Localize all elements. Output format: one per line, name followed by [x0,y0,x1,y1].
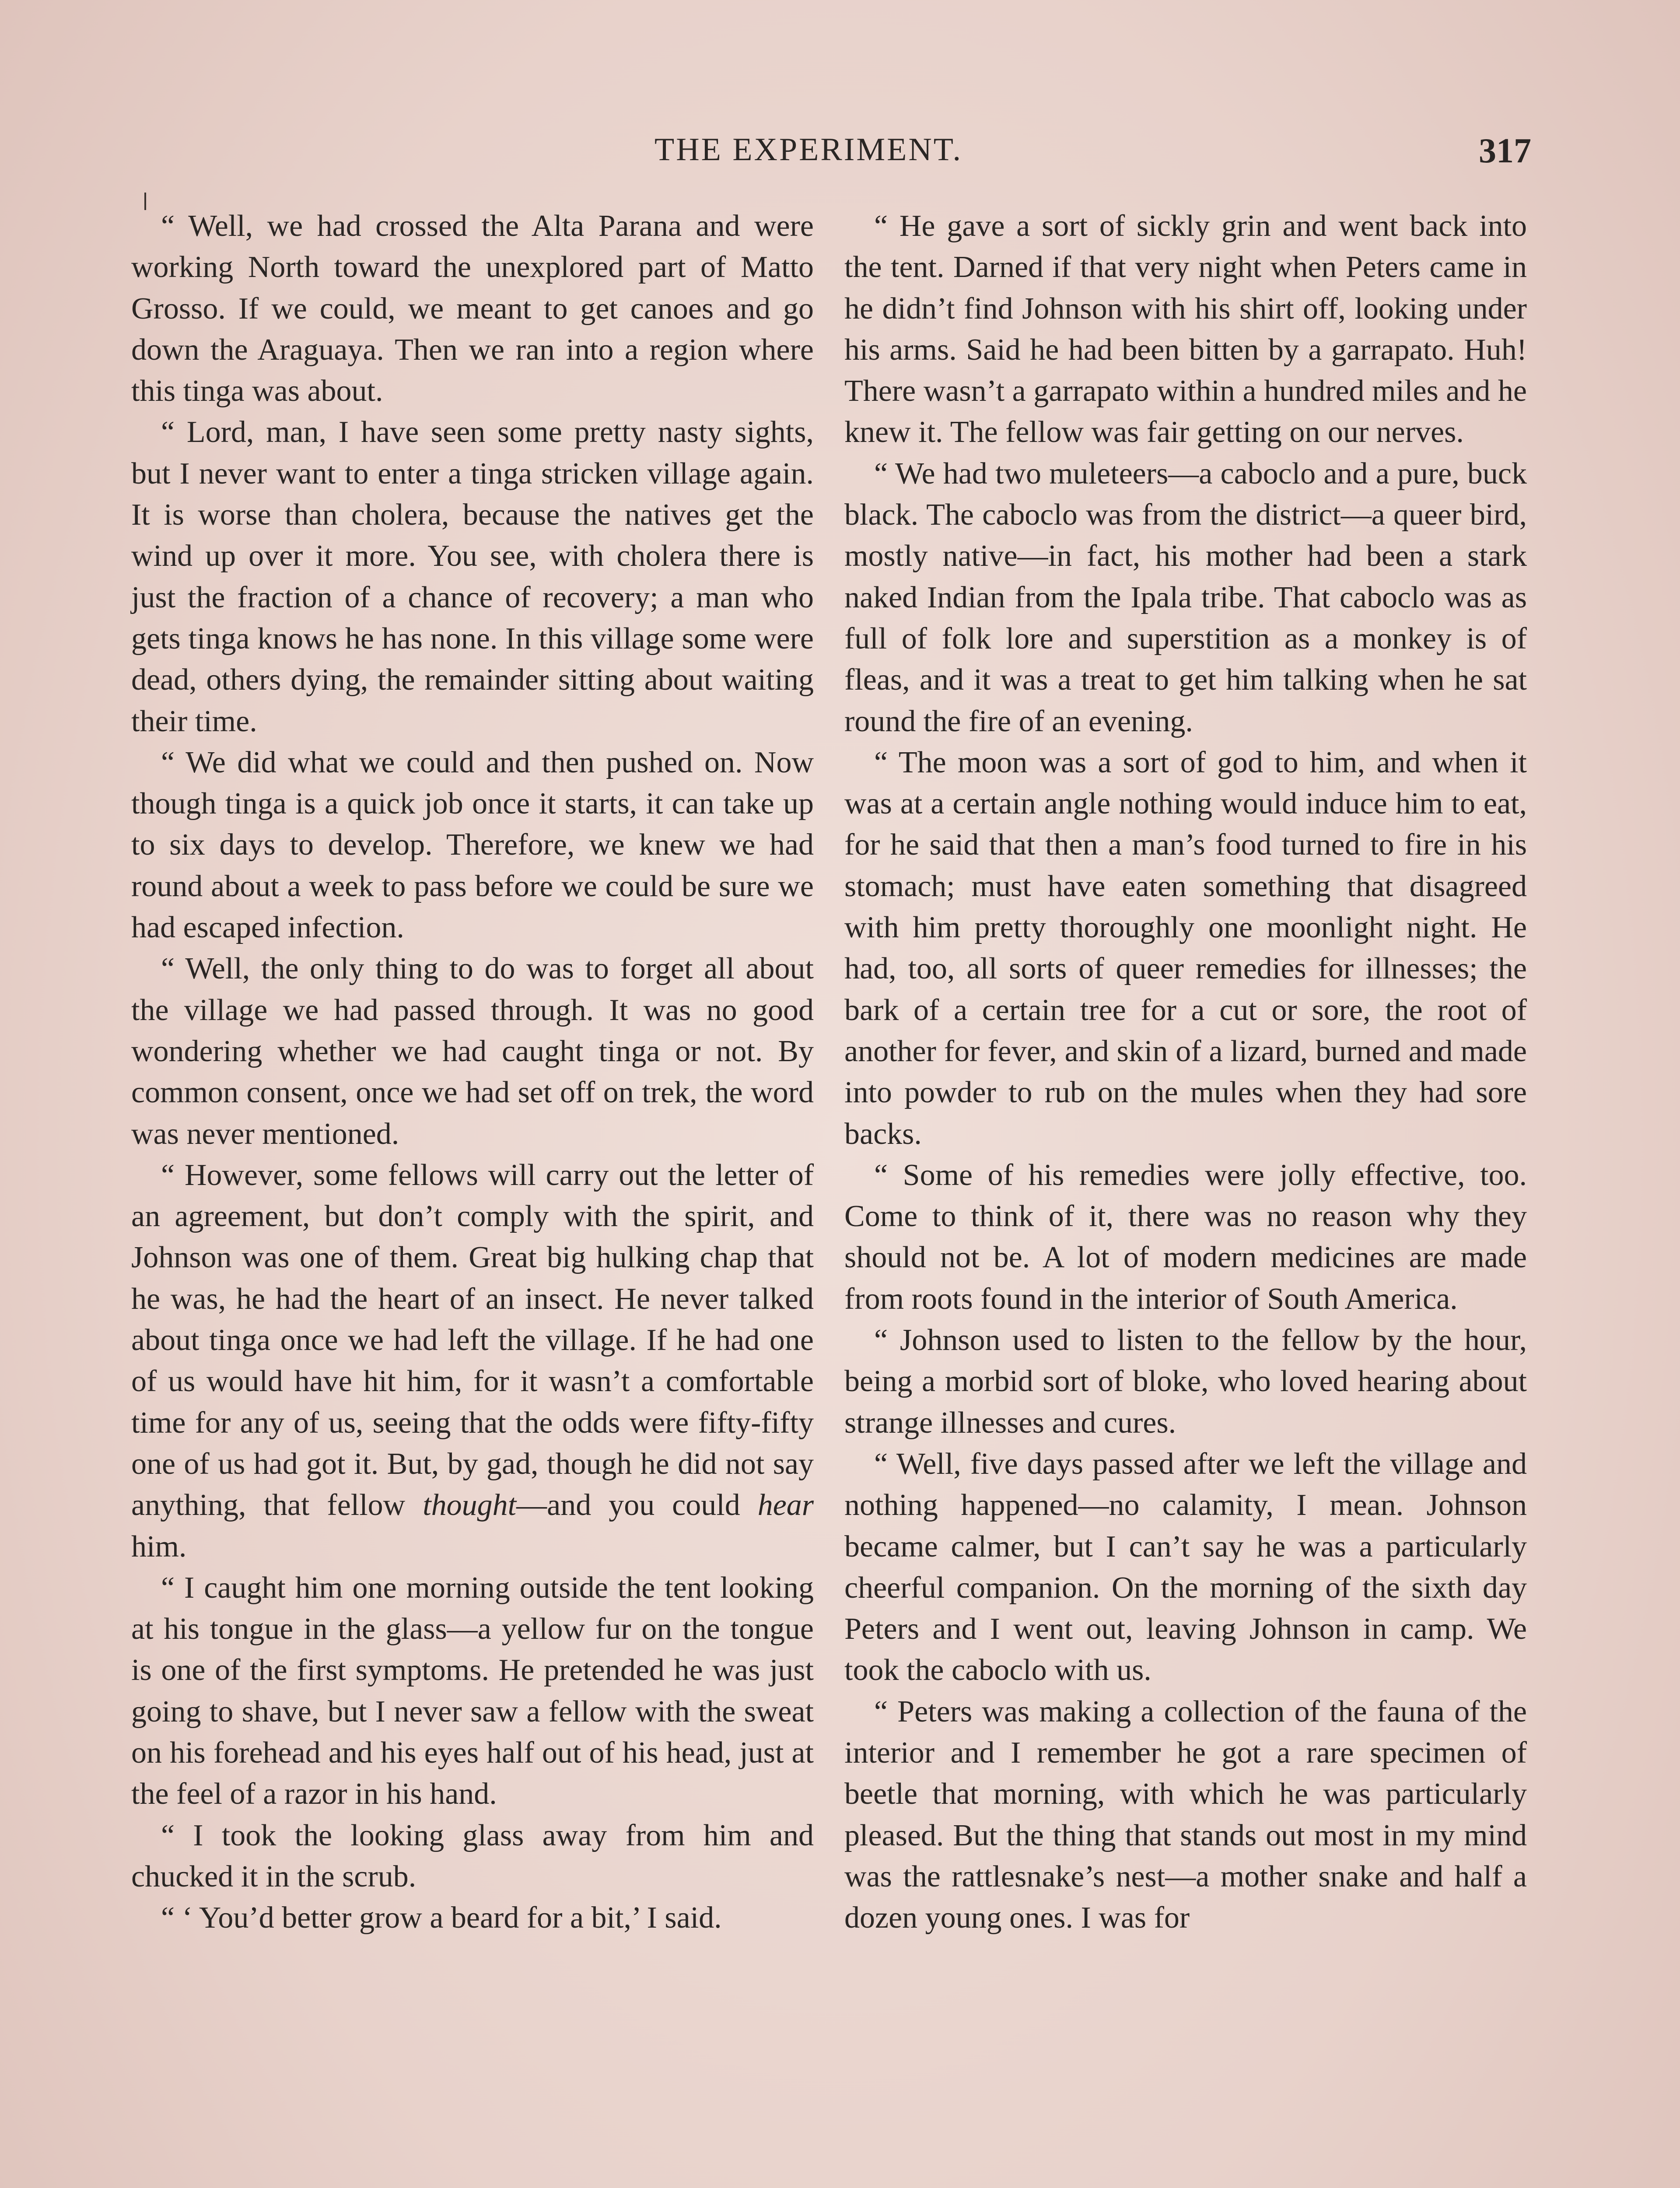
right-column [844,206,1527,1939]
paragraph: “ I caught him one morning outside the tent looking at his tongue in the glass—a yellow fur on the tongue is one of the first symptoms. He pretended he was just going to shave, but I never saw a fellow with the sweat on his forehead and his eyes half out of his head, just at the feel of a razor in his hand. [131,1571,814,1811]
paragraph: “ Peters was making a collection of the fauna of the interior and I remember he got a rare specimen of beetle that morning, with which he was particularly pleased. But the thing that stands out most in my mind was the rattlesnake’s nest—a mother snake and half a dozen young ones. I was for [844,1694,1527,1935]
paragraph: “ ‘ You’d better grow a beard for a bit,’ I said. [161,1901,722,1935]
paragraph: “ I took the looking glass away from him and chucked it in the scrub. [131,1818,814,1893]
paragraph-text: him. [131,1529,187,1564]
paragraph-text: “ However, some fellows will carry out the letter of an agreement, but don’t comply with the spirit, and Johnson was one of them. Great big hulking chap that he was, he had the heart of an insect. He never talked about tinga once we had left the village. If he had one of us would have hit him, for it wasn’t a comfortable time for any of us, seeing that the odds were fifty-fifty one of us had got it. But, by gad, though he did not say anything, that fellow [131,1158,814,1522]
paragraph: “ The moon was a sort of god to him, and when it was at a certain angle nothing would induce him to eat, for he said that then a man’s food turned to fire in his stomach; must have eaten something that disagreed with him pretty thoroughly one moonlight night. He had, too, all sorts of queer remedies for illnesses; the bark of a certain tree for a cut or sore, the root of another for fever, and skin of a lizard, burned and made into powder to rub on the mules when they had sore backs. [844,745,1527,1151]
paragraph: “ Well, five days passed after we left the village and nothing happened—no calamity, I mean. Johnson became calmer, but I can’t say he was a particularly cheerful companion. On the morning of the sixth day Peters and I went out, leaving Johnson in camp. We took the caboclo with us. [844,1447,1527,1687]
paragraph-text: —and you could [516,1488,740,1522]
paragraph: “ Well, we had crossed the Alta Parana and were working North toward the unexplored part of Matto Grosso. If we could, we meant to get canoes and go down the Araguaya. Then we ran into a region where this tinga was about. [131,209,814,408]
paragraph: “ Lord, man, I have seen some pretty nasty sights, but I never want to enter a tinga stricken village again. It is worse than cholera, because the natives get the wind up over it more. You see, with cholera there is just the fraction of a chance of recovery; a man who gets tinga knows he has none. In this village some were dead, others dying, the remainder sitting about waiting their time. [131,415,814,738]
paragraph [131,1155,814,1567]
emphasis-thought: thought [423,1488,517,1522]
paragraph: “ We had two muleteers—a caboclo and a pure, buck black. The caboclo was from the district—a queer bird, mostly native—in fact, his mother had been a stark naked Indian from the Ipala tribe. That caboclo was as full of folk lore and superstition as a monkey is of fleas, and it was a treat to get him talking when he sat round the fire of an evening. [844,456,1527,738]
page-number: 317 [1479,132,1531,170]
emphasis-hear: hear [757,1488,814,1522]
paragraph: “ He gave a sort of sickly grin and went back into the tent. Darned if that very night when Peters came in he didn’t find Johnson with his shirt off, looking under his arms. Said he had been bitten by a garrapato. Huh! There wasn’t a garrapato within a hundred miles and he knew it. The fellow was fair getting on our nerves. [844,209,1527,449]
paragraph: “ Johnson used to listen to the fellow by the hour, being a morbid sort of bloke, who loved hearing about strange illnesses and cures. [844,1323,1527,1440]
left-column [131,206,814,1939]
paragraph: “ Some of his remedies were jolly effective, too. Come to think of it, there was no reason why they should not be. A lot of modern medicines are made from roots found in the interior of South America. [844,1158,1527,1316]
running-head: THE EXPERIMENT. [654,132,962,168]
paragraph: “ We did what we could and then pushed on. Now though tinga is a quick job once it starts, it can take up to six days to develop. Therefore, we knew we had round about a week to pass before we could be sure we had escaped infection. [131,745,814,945]
paragraph: “ Well, the only thing to do was to forget all about the village we had passed through. It was no good wondering whether we had caught tinga or not. By common consent, once we had set off on trek, the word was never mentioned. [131,952,814,1151]
